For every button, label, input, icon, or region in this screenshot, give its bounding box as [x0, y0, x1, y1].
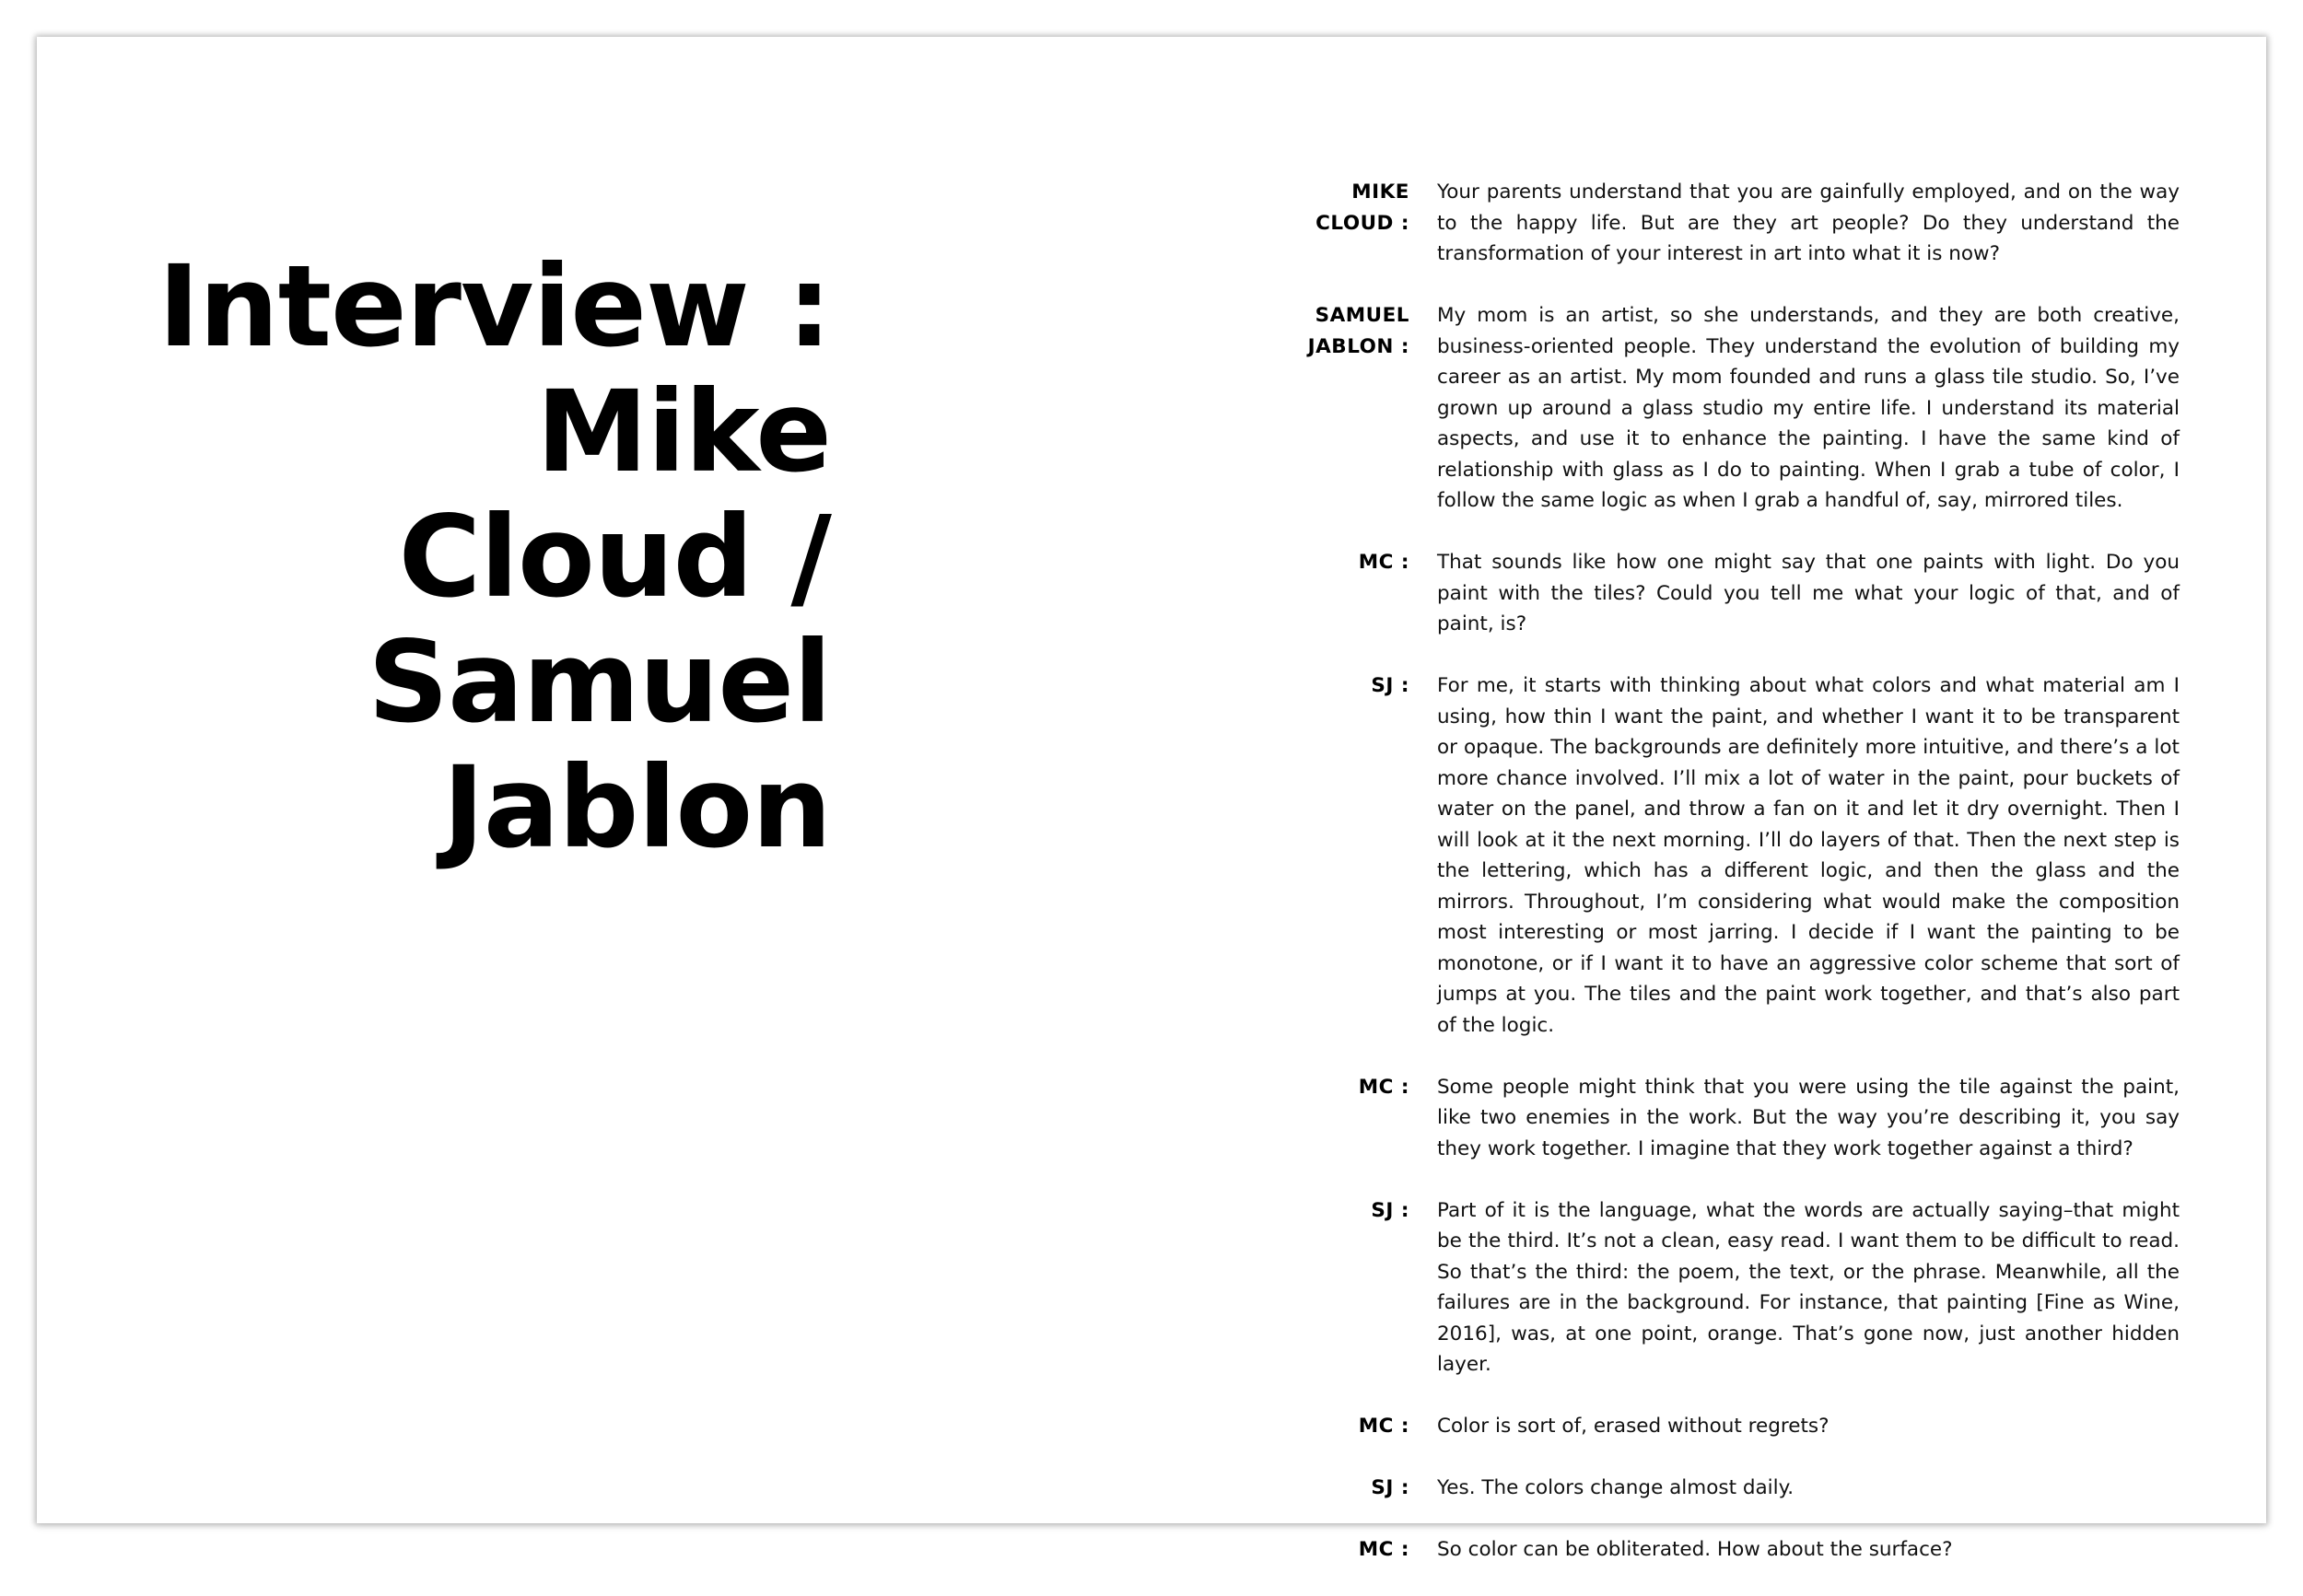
dialogue-text: My mom is an artist, so she understands, and they are both creative, business-oriented people. They understand the evolution of building my career as an artist. My mom founded and runs a glass tile studio. So, I’ve grown up around a glass studio my entire life. I understand its material aspects, and use it to enhance the painting. I have the same kind of relationship with glass as I do to painting. When I grab a tube of color, I follow the same logic as when I grab a handful of, say, mirrored tiles. — [1437, 304, 2180, 512]
speaker-label — [1253, 1534, 1409, 1566]
speaker-label — [1253, 300, 1409, 517]
title-line: Mike — [536, 367, 831, 497]
speaker-label — [1253, 547, 1409, 640]
speaker-name-line: SJ : — [1371, 674, 1409, 697]
speaker-label — [1253, 177, 1409, 270]
dialogue-text: Yes. The colors change almost daily. — [1437, 1476, 1794, 1499]
dialogue-text: That sounds like how one might say that one paints with light. Do you paint with the tiles? Could you tell me what your logic of that, and of paint, is? — [1437, 551, 2180, 635]
speaker-name-line: MIKE — [1351, 181, 1409, 204]
dialogue-entry — [1253, 1072, 2180, 1165]
dialogue-text: Color is sort of, erased without regrets? — [1437, 1415, 1830, 1438]
speaker-name-line: SAMUEL — [1315, 304, 1409, 327]
dialogue-text: Some people might think that you were using the tile against the paint, like two enemies in the work. But the way you’re describing it, you say they work together. I imagine that they work together against a third? — [1437, 1075, 2180, 1160]
speaker-name-line: MC : — [1358, 551, 1409, 574]
dialogue-text: So color can be obliterated. How about the surface? — [1437, 1538, 1953, 1561]
dialogue-text: For me, it starts with thinking about what colors and what material am I using, how thin I want the paint, and whether I want it to be transparent or opaque. The backgrounds are definitely more intuitive, and there’s a lot more chance involved. I’ll mix a lot of water in the paint, pour buckets of water on the panel, and throw a fan on it and let it dry overnight. Then I will look at it the next morning. I’ll do layers of that. Then the next step is the lettering, which has a different logic, and then the glass and the mirrors. Throughout, I’m considering what would make the composition most interesting or most jarring. I decide if I want the painting to be monotone, or if I want it to have an aggressive color scheme that sort of jumps at you. The tiles and the paint work together, and that’s also part of the logic. — [1437, 674, 2180, 1037]
interview-title — [131, 241, 831, 873]
dialogue-entry — [1253, 670, 2180, 1041]
dialogue-entry — [1253, 300, 2180, 517]
speaker-name-line: MC : — [1358, 1538, 1409, 1561]
dialogue-entry — [1253, 1411, 2180, 1442]
speaker-label — [1253, 1072, 1409, 1165]
speaker-name-line: SJ : — [1371, 1198, 1409, 1222]
title-line: Samuel — [368, 617, 831, 748]
speaker-name-line: CLOUD : — [1315, 211, 1409, 235]
dialogue-entry — [1253, 1534, 2180, 1566]
dialogue-text: Your parents understand that you are gainfully employed, and on the way to the happy life. But are they art people? Do they understand the transformation of your interest in art into what it is now? — [1437, 181, 2180, 265]
dialogue-entry — [1253, 1195, 2180, 1380]
speaker-label — [1253, 1411, 1409, 1442]
dialogue-entry — [1253, 177, 2180, 270]
speaker-label — [1253, 1473, 1409, 1504]
dialogue-entry — [1253, 547, 2180, 640]
speaker-label — [1253, 670, 1409, 1041]
interview-dialogue — [1253, 177, 2180, 1596]
speaker-name-line: JABLON : — [1307, 334, 1409, 358]
title-line: Cloud / — [398, 492, 831, 623]
speaker-name-line: MC : — [1358, 1415, 1409, 1438]
speaker-name-line: SJ : — [1371, 1476, 1409, 1499]
speaker-name-line: MC : — [1358, 1075, 1409, 1099]
dialogue-text: Part of it is the language, what the words are actually saying–that might be the third. It’s not a clean, easy read. I want them to be difficult to read. So that’s the third: the poem, the text, or the phrase. Meanwhile, all the failures are in the background. For instance, that painting [Fine as Wine, 2016], was, at one point, orange. That’s gone now, just another hidden layer. — [1437, 1198, 2180, 1376]
dialogue-entry — [1253, 1473, 2180, 1504]
book-spread — [37, 37, 2266, 1561]
speaker-label — [1253, 1195, 1409, 1380]
title-line: Jablon — [442, 742, 831, 873]
title-line: Interview : — [158, 241, 831, 372]
